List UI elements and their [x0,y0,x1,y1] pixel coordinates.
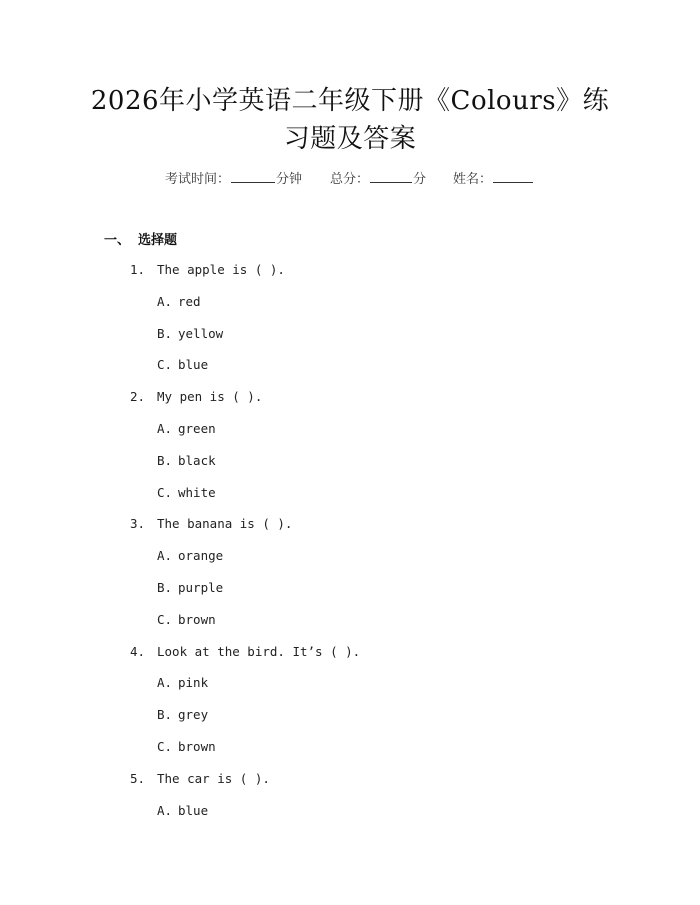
question-text: The banana is ( ). [157,516,293,532]
option-text: brown [178,739,216,754]
question-text: The car is ( ). [157,770,270,786]
option-text: yellow [178,325,224,341]
option-letter: A. [157,675,173,691]
question-1-option-2 [157,326,223,341]
option-text: red [178,293,201,309]
question-2-option-1 [157,421,216,436]
page-title: 2026年小学英语二年级下册《Colours》练习题及答案 [90,86,610,154]
name-blank [493,169,533,183]
option-letter: C. [157,611,173,627]
option-text: orange [178,548,224,564]
option-letter: A. [157,548,173,564]
question-3-option-3 [157,612,216,627]
total-score-blank [370,169,412,183]
question-number: 5. [130,770,146,786]
question-1 [130,262,285,277]
question-3 [130,516,292,531]
question-4 [130,644,360,659]
question-1-option-1 [157,294,201,309]
question-2 [130,389,262,404]
question-text: The apple is ( ). [157,262,285,277]
question-3-option-1 [157,548,223,563]
option-letter: A. [157,421,173,436]
question-number: 2. [130,389,146,405]
question-4-option-3 [157,739,216,754]
option-letter: C. [157,484,173,500]
total-score-unit: 分 [413,172,427,187]
question-number: 4. [130,643,146,659]
option-text: black [178,452,216,468]
option-text: blue [178,357,209,373]
option-text: purple [178,580,224,595]
option-letter: B. [157,452,173,468]
question-1-option-3 [157,357,208,372]
question-5 [130,771,270,786]
option-text: blue [178,802,209,818]
question-number: 1. [130,262,146,277]
name-label: 姓名： [453,172,493,187]
option-text: grey [178,707,209,723]
question-4-option-2 [157,707,208,722]
question-number: 3. [130,516,146,532]
option-letter: C. [157,739,173,754]
name-field [453,168,534,187]
option-letter: C. [157,357,173,373]
section-number: 一、 [104,233,131,248]
question-5-option-1 [157,803,208,818]
exam-time-blank [231,169,275,183]
total-score-field [330,168,426,187]
exam-time-label: 考试时间： [165,172,231,187]
option-text: green [178,421,216,436]
option-letter: A. [157,293,173,309]
question-text: Look at the bird. It’s ( ). [157,643,361,659]
option-text: pink [178,675,209,691]
question-text: My pen is ( ). [157,389,263,405]
section-title: 选择题 [138,233,178,248]
question-2-option-2 [157,453,216,468]
exam-time-unit: 分钟 [276,172,303,187]
total-score-label: 总分： [330,172,370,187]
question-3-option-2 [157,580,223,595]
exam-time-field [165,168,302,187]
option-letter: B. [157,707,173,723]
option-letter: A. [157,802,173,818]
option-text: brown [178,611,216,627]
question-4-option-1 [157,675,208,690]
section-heading [104,229,177,248]
option-letter: B. [157,325,173,341]
option-letter: B. [157,580,173,595]
question-2-option-3 [157,485,216,500]
option-text: white [178,484,216,500]
